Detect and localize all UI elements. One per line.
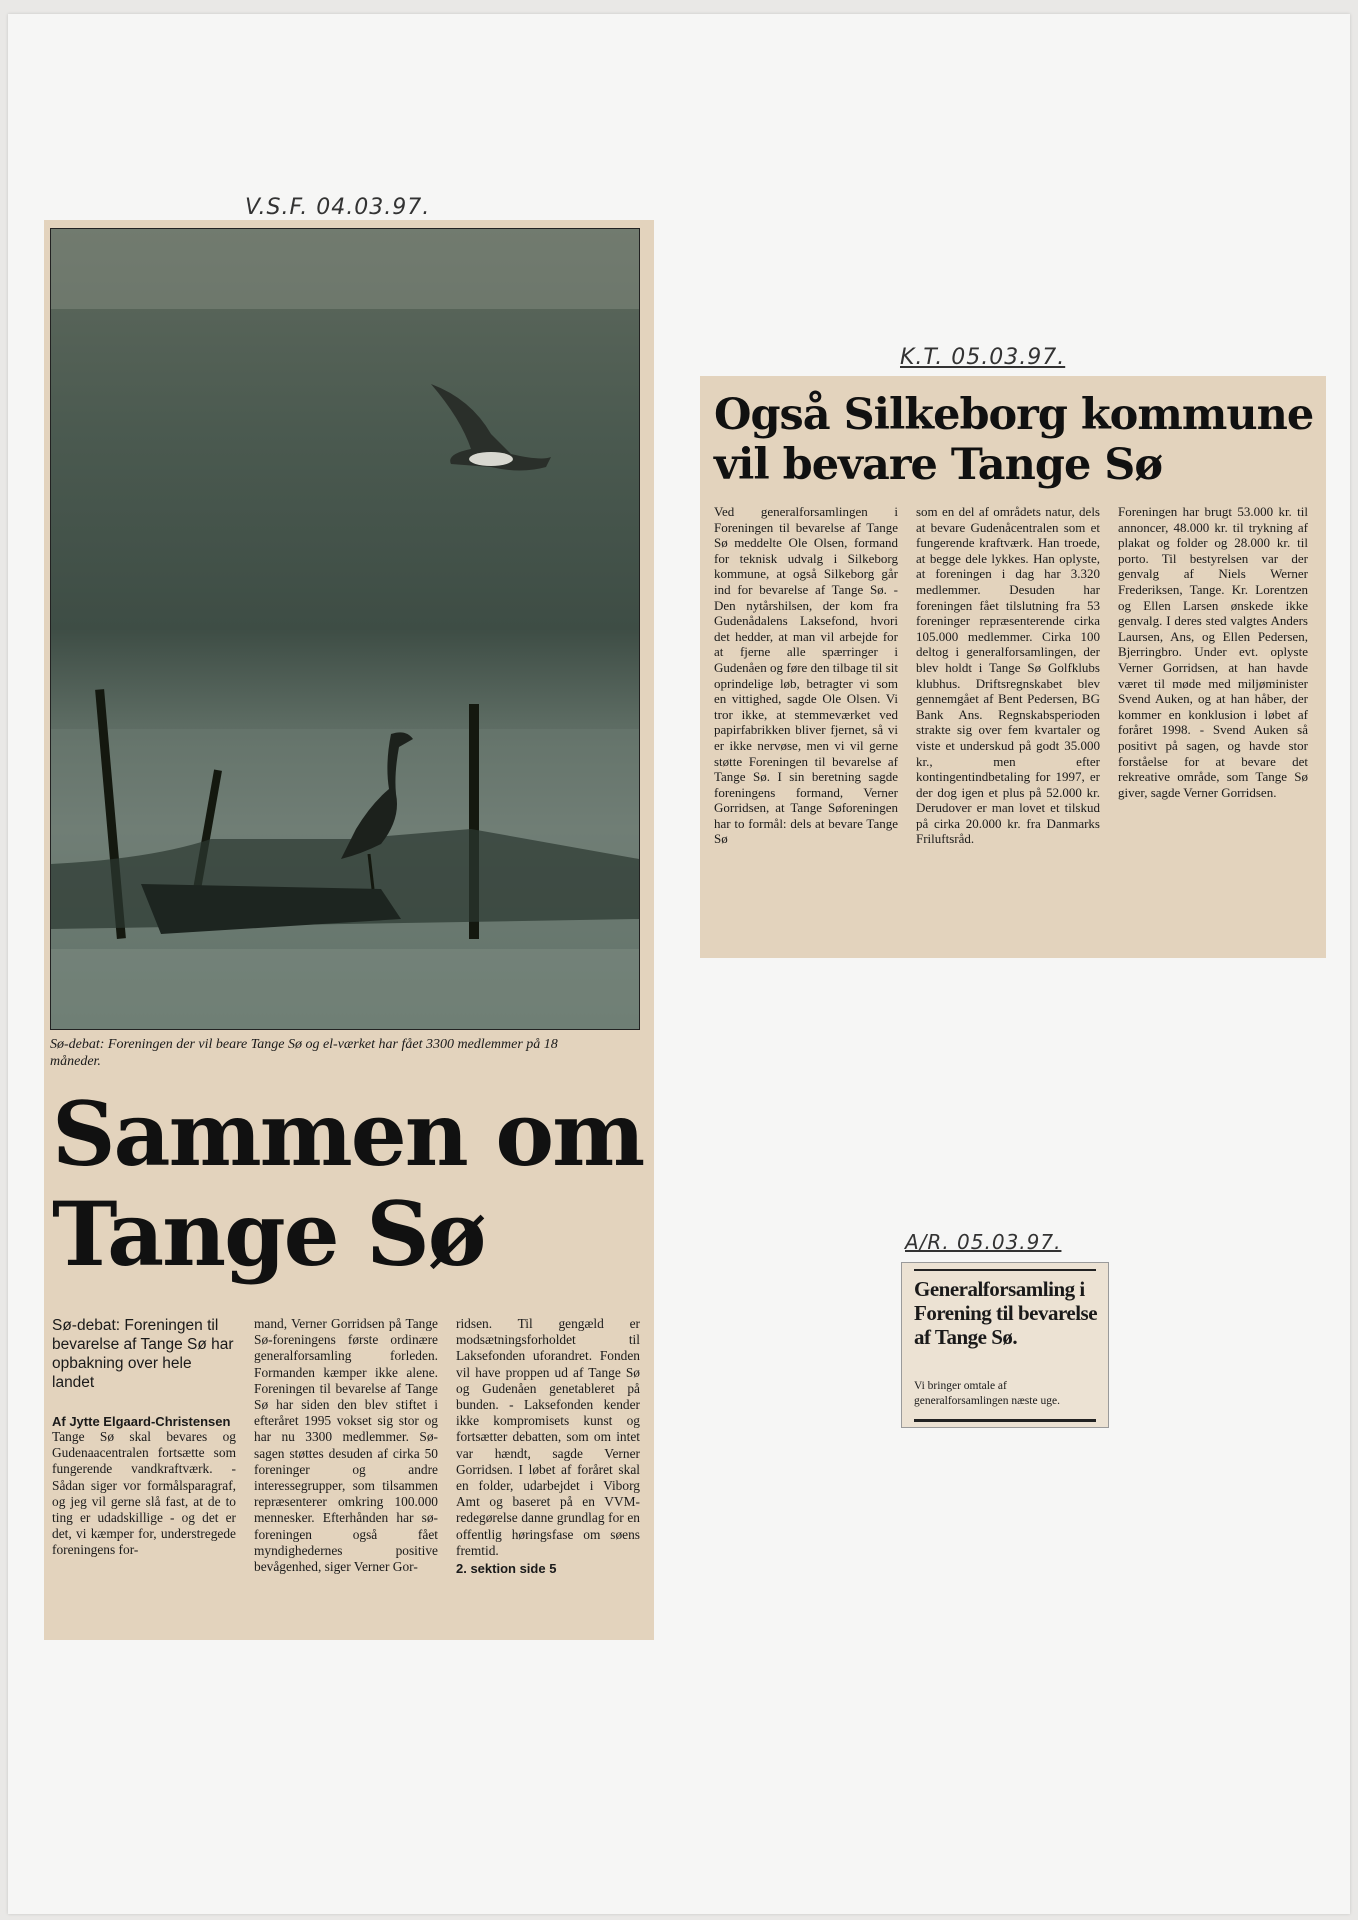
handwritten-date-ar: A/R. 05.03.97. <box>905 1230 1062 1254</box>
photo-caption: Sø-debat: Foreningen der vil beare Tange Sø og el-værket har fået 3300 medlemmer på 18 måneder. <box>50 1037 558 1069</box>
handwritten-date-vsf: V.S.F. 04.03.97. <box>245 195 431 220</box>
article1-jump-reference: 2. sektion side 5 <box>456 1561 557 1577</box>
article1-body-3: ridsen. Til gengæld er modsætningsforholdet til Laksefonden uforandret. Fonden vil have proppen ud af Tange Sø og Gudenåen genetableret på bunden. - Laksefonden kender ikke kompromisets kunst og fortsætter debatten, som om intet var hændt, sagde Verner Gorridsen. I løbet af foråret skal en folder, udarbejdet i Viborg Amt og baseret på en VVM- redegørelse danne grundlag for en offentlig høringsfase om søens fremtid. <box>456 1316 640 1558</box>
article2-body-1: Ved generalforsamlingen i Foreningen til bevarelse af Tange Sø meddelte Ole Olsen, formand for teknisk udvalg i Silkeborg kommune, at også Silkeborg går ind for bevarelse af Tange Sø. - Den nytårshilsen, der kom fra Gudenådalens Laksefond, hvori det hedder, at man vil arbejde for at fjerne alle spærringer i Gudenåen og føre den tilbage til sit oprindelige løb, betragter vi som en vittighed, sagde Ole Olsen. Vi tror ikke, at stemmeværket ved papirfabrikken bliver fjernet, så vi er ikke nervøse, men vi vil gerne støtte Foreningen til bevarelse af Tange Sø. I sin beretning sagde foreningens formand, Verner Gorridsen, at Tange Søforeningen har to formål: dels at bevare Tange Sø <box>714 504 898 847</box>
article1-body-1: Tange Sø skal bevares og Gudenaacentralen fortsætte som fungerende vandkraftværk. - Sådan siger vor formålsparagraf, og jeg vil gerne slå fast, at de to ting er udadskillige - og det er det, vi kæmper for, understregede foreningens for- <box>52 1429 236 1558</box>
article1-column-2 <box>254 1316 438 1575</box>
notice-body: Vi bringer omtale af generalforsamlingen næste uge. <box>914 1380 1060 1407</box>
article1-column-3 <box>456 1316 640 1577</box>
notice-top-rule <box>914 1269 1096 1271</box>
clipping-silkeborg-kommune <box>700 376 1326 958</box>
notice-bottom-rule <box>914 1419 1096 1422</box>
headline-sammen-om: Sammen om <box>52 1082 644 1186</box>
heron-gull-illustration <box>51 229 639 1029</box>
article2-body-3: Foreningen har brugt 53.000 kr. til annoncer, 48.000 kr. til trykning af plakat og folder og 28.000 kr. til porto. Til bestyrelsen var der genvalg af Niels Werner Frederiksen, Tange. Kr. Lorentzen og Ellen Larsen ønskede ikke genvalg. I deres sted valgtes Anders Laursen, Ans, og Ellen Pedersen, Bjerringbro. Under evt. oplyste Verner Gorridsen, at han havde været til møde med miljøminister Svend Auken, og at han håber, der kommer en konklusion i løbet af foråret 1998. - Svend Auken så positivt på sagen, og havde stor forståelse for at bevare det rekreative område, som Tange Sø giver, sagde Verner Gorridsen. <box>1118 504 1308 800</box>
photo-heron-and-gull <box>50 228 640 1030</box>
article1-deck: Sø-debat: Foreningen til bevarelse af Tange Sø har opbakning over hele landet <box>52 1317 234 1391</box>
article2-column-3 <box>1118 504 1308 800</box>
article1-column-1 <box>52 1316 236 1559</box>
headline-silkeborg: Også Silkeborg kommune vil bevare Tange Sø <box>714 390 1314 490</box>
handwritten-date-kt: K.T. 05.03.97. <box>900 345 1066 370</box>
clipping-sammen-om-tange-so <box>44 220 654 1640</box>
clipping-generalforsamling-notice <box>901 1262 1109 1428</box>
headline-tange-so: Tange Sø <box>52 1182 485 1286</box>
article1-body-2: mand, Verner Gorridsen på Tange Sø-foreningens første ordinære generalforsamling forleden. Formanden kæmper ikke alene. Foreningen til bevarelse af Tange Sø har siden den blev stiftet i efteråret 1995 vokset sig stor og har nu 3300 medlemmer. Sø- sagen støttes desuden af cirka 50 foreninger og andre interessegrupper, som tilsammen repræsenterer omkring 100.000 mennesker. Efterhånden har sø-foreningen også fået myndighedernes positive bevågenhed, siger Verner Gor- <box>254 1316 438 1575</box>
notice-headline: Generalforsamling i Forening til bevarelse af Tange Sø. <box>914 1277 1098 1349</box>
article2-column-2 <box>916 504 1100 847</box>
article1-byline: Af Jytte Elgaard-Christensen <box>52 1414 231 1429</box>
article2-column-1 <box>714 504 898 847</box>
article2-body-2: som en del af områdets natur, dels at bevare Gudenåcentralen som et fungerende kraftværk. Han troede, at begge dele lykkes. Han oplyste, at foreningen i dag har 3.320 medlemmer. Desuden har foreningen fået tilslutning fra 53 foreninger repræsenterende cirka 105.000 medlemmer. Cirka 100 deltog i generalforsamlingen, der blev holdt i Tange Sø Golfklubs klubhus. Driftsregnskabet blev gennemgået af Bent Pedersen, BG Bank Ans. Regnskabsperioden strakte sig over fem kvartaler og viste et underskud på godt 35.000 kr., men efter kontingentindbetaling for 1997, er der dog igen et plus på 52.000 kr. Derudover er man lovet et tilskud på cirka 20.000 kr. fra Danmarks Friluftsråd. <box>916 504 1100 847</box>
